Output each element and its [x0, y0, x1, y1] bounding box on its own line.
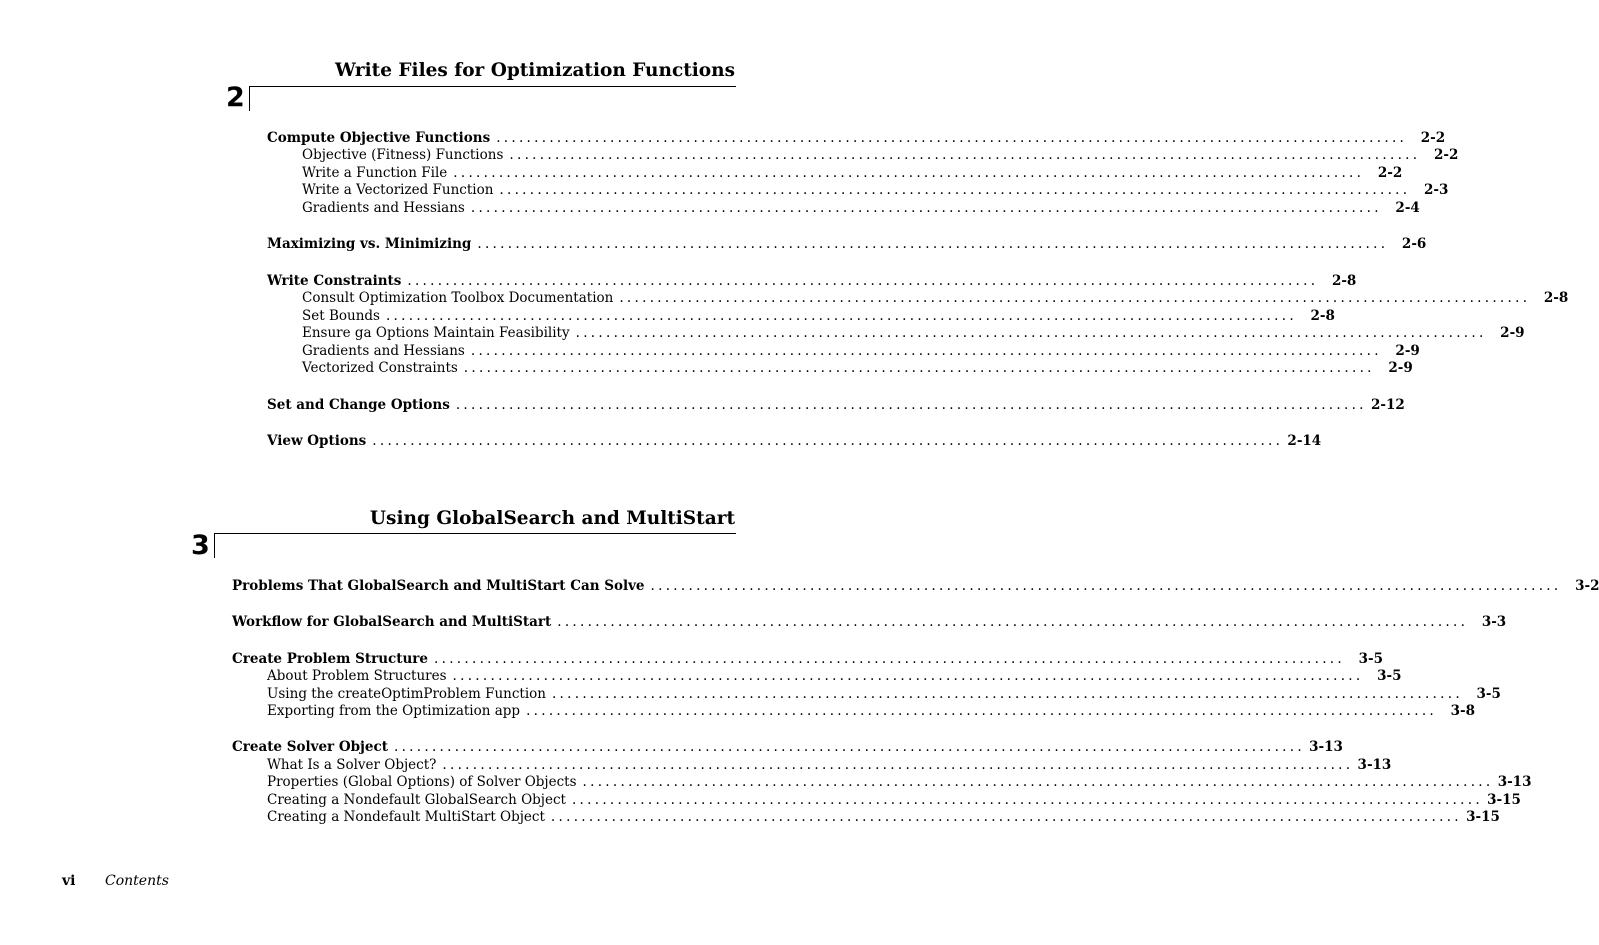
toc-entry-page: 3-13	[1497, 774, 1532, 790]
toc-entry-page: 2-9	[1500, 325, 1525, 341]
toc-entry-label: Consult Optimization Toolbox Documentation	[302, 290, 614, 306]
toc-entry-page: 2-9	[1395, 343, 1420, 359]
toc-entry-label: Creating a Nondefault GlobalSearch Object	[267, 792, 566, 808]
toc-entry-label: Problems That GlobalSearch and MultiStart Can Solve	[232, 578, 645, 594]
toc-entry-page: 3-2	[1575, 578, 1599, 594]
toc-entry-label: What Is a Solver Object?	[267, 757, 437, 773]
dot-leader: ........................................................................................................................	[434, 651, 1345, 667]
dot-leader: ........................................................................................................................	[619, 290, 1531, 306]
toc-entry-label: Ensure ga Options Maintain Feasibility	[302, 325, 570, 341]
dot-leader: ........................................................................................................................	[557, 614, 1469, 630]
toc-entry-page: 3-3	[1481, 614, 1507, 630]
dot-leader: ........................................................................................................................	[455, 397, 1367, 413]
toc-entry[interactable]	[267, 757, 1392, 774]
page-number: vi	[62, 873, 76, 889]
toc-entry-page: 2-4	[1395, 200, 1420, 216]
toc-entry[interactable]	[232, 578, 1599, 595]
toc-entry-page: 3-5	[1358, 651, 1383, 667]
toc-entry[interactable]	[232, 651, 1383, 668]
chapter-number: 3	[191, 530, 210, 561]
toc-entry-label: Set Bounds	[302, 308, 380, 324]
dot-leader: ........................................................................................................................	[650, 578, 1562, 594]
dot-leader: ........................................................................................................................	[385, 308, 1297, 324]
chapter-title: Using GlobalSearch and MultiStart	[369, 508, 735, 529]
dot-leader: ........................................................................................................................	[575, 325, 1487, 341]
dot-leader: ........................................................................................................................	[551, 686, 1463, 702]
toc-entry-page: 2-2	[1433, 147, 1459, 163]
toc-entry-page: 2-2	[1377, 165, 1403, 181]
dot-leader: ........................................................................................................................	[550, 809, 1462, 825]
toc-entry-label: Compute Objective Functions	[267, 130, 491, 146]
toc-entry-page: 3-13	[1309, 739, 1343, 755]
toc-entry[interactable]	[267, 703, 1476, 720]
toc-entry-label: View Options	[267, 433, 367, 449]
chapter-title: Write Files for Optimization Functions	[334, 60, 735, 81]
page-footer	[62, 873, 169, 889]
dot-leader: ........................................................................................................................	[442, 757, 1354, 773]
toc-entry[interactable]	[267, 809, 1500, 826]
footer-label: Contents	[105, 873, 169, 889]
toc-entry-label: About Problem Structures	[267, 668, 447, 684]
toc-entry-label: Properties (Global Options) of Solver Objects	[267, 774, 577, 790]
toc-entry-label: Exporting from the Optimization app	[267, 703, 521, 719]
dot-leader: ........................................................................................................................	[463, 360, 1375, 376]
dot-leader: ........................................................................................................................	[470, 343, 1382, 359]
toc-entry-label: Write a Vectorized Function	[302, 182, 494, 198]
chapter-number: 2	[226, 82, 245, 113]
dot-leader: ........................................................................................................................	[393, 739, 1305, 755]
toc-entry-page: 2-3	[1423, 182, 1449, 198]
toc-entry[interactable]	[267, 668, 1402, 685]
toc-entry-page: 3-13	[1357, 757, 1392, 773]
toc-entry-page: 2-9	[1388, 360, 1413, 376]
toc-entry[interactable]	[267, 792, 1521, 809]
chapter-rule	[214, 533, 736, 558]
toc-entry-page: 3-8	[1450, 703, 1476, 719]
toc-entry-label: Create Solver Object	[232, 739, 388, 755]
toc-entry-page: 2-12	[1370, 397, 1405, 413]
toc-entry-label: Write a Function File	[302, 165, 448, 181]
toc-entry-page: 3-15	[1466, 809, 1500, 825]
dot-leader: ........................................................................................................................	[372, 433, 1284, 449]
toc-entry-label: Objective (Fitness) Functions	[302, 147, 504, 163]
toc-entry-label: Set and Change Options	[267, 397, 450, 413]
toc-entry-label: Gradients and Hessians	[302, 200, 465, 216]
toc-entry[interactable]	[267, 686, 1501, 703]
dot-leader: ........................................................................................................................	[582, 774, 1494, 790]
toc-entry-page: 2-14	[1287, 433, 1322, 449]
toc-entry-page: 2-8	[1331, 273, 1357, 289]
toc-entry-label: Create Problem Structure	[232, 651, 429, 667]
toc-entry-page: 2-8	[1543, 290, 1569, 306]
toc-entry[interactable]	[232, 739, 1343, 756]
toc-entry-label: Gradients and Hessians	[302, 343, 465, 359]
dot-leader: ........................................................................................................................	[477, 236, 1389, 252]
chapter-3-header	[0, 0, 735, 570]
toc-entry-page: 3-5	[1377, 668, 1402, 684]
toc-entry-label: Creating a Nondefault MultiStart Object	[267, 809, 545, 825]
dot-leader: ........................................................................................................................	[452, 668, 1364, 684]
dot-leader: ........................................................................................................................	[509, 147, 1421, 163]
toc-entry-label: Maximizing vs. Minimizing	[267, 236, 472, 252]
dot-leader: ........................................................................................................................	[453, 165, 1365, 181]
toc-entry-page: 3-5	[1476, 686, 1501, 702]
dot-leader: ........................................................................................................................	[407, 273, 1319, 289]
dot-leader: ........................................................................................................................	[571, 792, 1483, 808]
toc-entry-page: 2-2	[1420, 130, 1446, 146]
dot-leader: ........................................................................................................................	[470, 200, 1382, 216]
toc-entry-page: 2-6	[1401, 236, 1427, 252]
toc-entry[interactable]	[267, 774, 1532, 791]
toc-entry-label: Workflow for GlobalSearch and MultiStart	[232, 614, 552, 630]
dot-leader: ........................................................................................................................	[526, 703, 1438, 719]
toc-entry-page: 3-15	[1487, 792, 1521, 808]
dot-leader: ........................................................................................................................	[496, 130, 1408, 146]
toc-entry-label: Using the createOptimProblem Function	[267, 686, 546, 702]
toc-entry[interactable]	[232, 614, 1507, 631]
dot-leader: ........................................................................................................................	[499, 182, 1411, 198]
toc-entry-label: Vectorized Constraints	[302, 360, 458, 376]
toc-entry-page: 2-8	[1310, 308, 1335, 324]
toc-entry-label: Write Constraints	[267, 273, 402, 289]
